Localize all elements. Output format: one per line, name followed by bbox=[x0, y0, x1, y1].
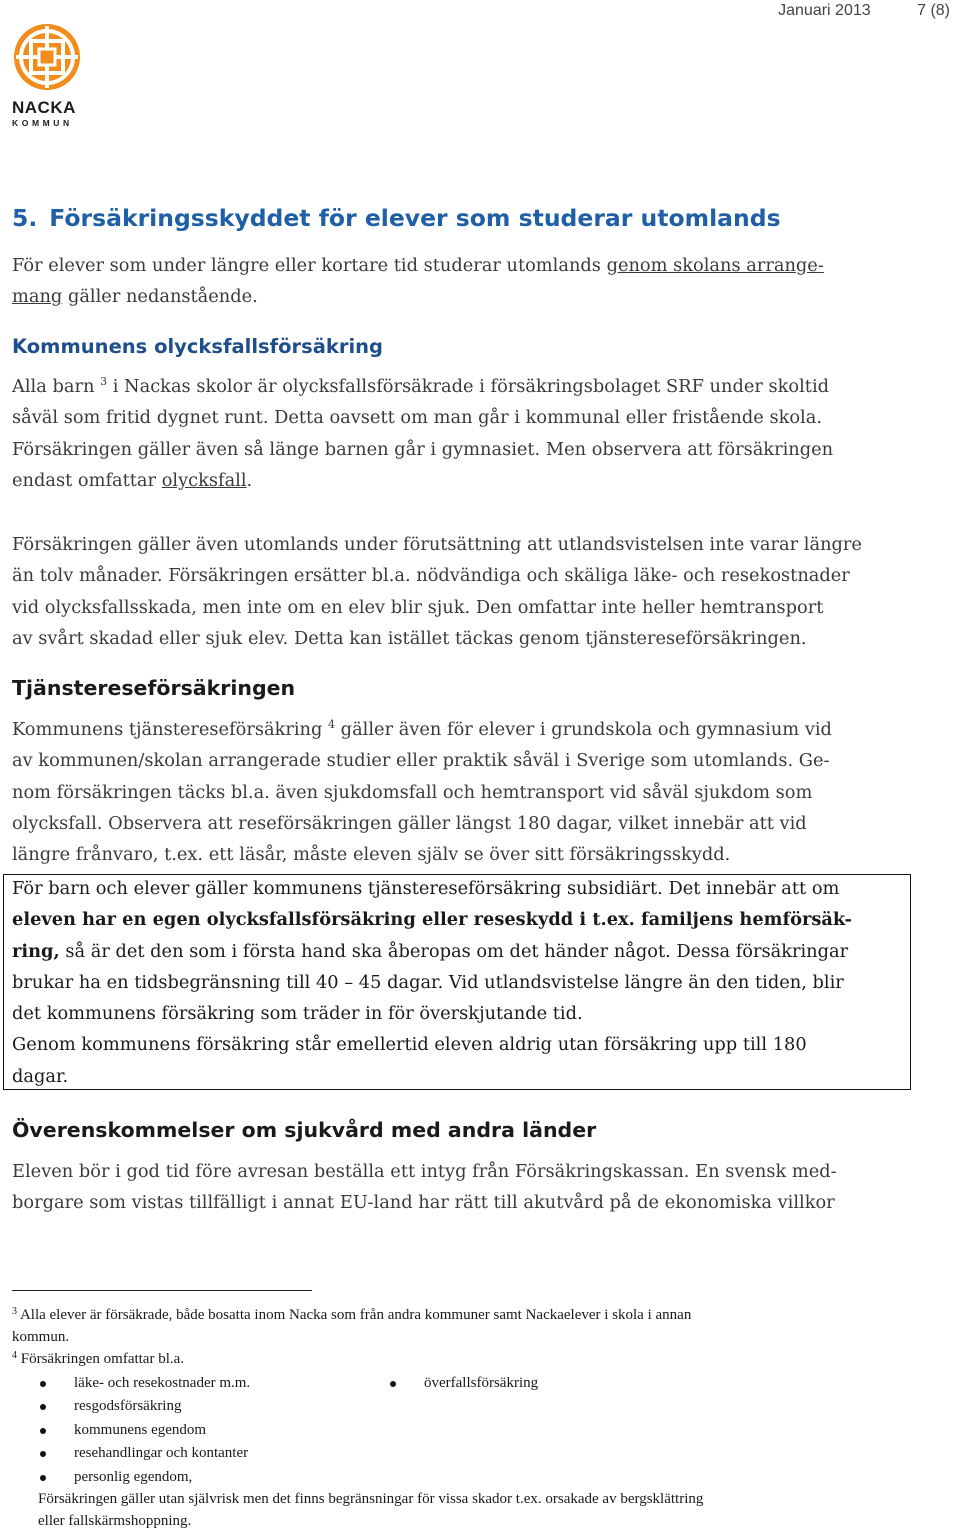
tjanste-line: av kommunen/skolan arrangerade studier eller praktik såväl i Sverige som utomlands. Ge- bbox=[12, 750, 830, 772]
footnote-ref-3: 3 bbox=[100, 375, 108, 388]
tjanste-line: olycksfall. Observera att reseförsäkringen gäller längst 180 dagar, vilket innebär att vid bbox=[12, 812, 807, 834]
intro-text-cont: gäller nedanstående. bbox=[62, 286, 258, 308]
list-item: överfallsförsäkring bbox=[390, 1372, 538, 1395]
footnote-3-text-cont: kommun. bbox=[12, 1329, 70, 1345]
sjukvard-heading: Överenskommelser om sjukvård med andra länder bbox=[12, 1118, 597, 1142]
tjanste-line: nom försäkringen täcks bl.a. även sjukdomsfall och hemtransport vid såväl sjukdom som bbox=[12, 781, 813, 803]
olycksfall-text: Alla barn bbox=[12, 376, 101, 397]
list-item: läke- och resekostnader m.m. bbox=[40, 1372, 250, 1395]
list-item: personlig egendom, bbox=[40, 1466, 250, 1489]
footnote-ref-4: 4 bbox=[328, 718, 336, 731]
intro-underlined-cont: mang bbox=[12, 286, 63, 308]
olycksfall-text: . bbox=[246, 469, 253, 491]
olycksfall-line: Försäkringen gäller även så länge barnen går i gymnasiet. Men observera att försäkringen bbox=[12, 438, 834, 460]
olycksfall-text: endast omfattar bbox=[12, 469, 162, 491]
footnote-3 bbox=[12, 1304, 912, 1348]
closing-line: Försäkringen gäller utan självrisk men det finns begränsningar för vissa skador t.ex. orsakade av bergsklättring bbox=[38, 1491, 704, 1507]
footnote-3-mark: 3 bbox=[12, 1306, 17, 1317]
footnote-3-text: Alla elever är försäkrade, både bosatta inom Nacka som från andra kommuner samt Nackaelever i skola i annan bbox=[19, 1307, 692, 1323]
tjanste-text: Kommunens tjänstereseförsäkring bbox=[12, 719, 329, 740]
utomlands-line: Försäkringen gäller även utomlands under förutsättning att utlandsvistelsen inte varar längre bbox=[12, 534, 862, 555]
logo-name: NACKA bbox=[12, 98, 76, 117]
footnote-4 bbox=[12, 1348, 912, 1370]
logo-sub: KOMMUN bbox=[12, 118, 73, 128]
box-line: dagar. bbox=[12, 1065, 69, 1087]
footnote-divider bbox=[12, 1290, 312, 1291]
list-item: resehandlingar och kontanter bbox=[40, 1442, 250, 1465]
tjanste-paragraph bbox=[12, 714, 912, 870]
olycksfall-heading: Kommunens olycksfallsförsäkring bbox=[12, 335, 383, 358]
box-line: det kommunens försäkring som träder in för överskjutande tid. bbox=[12, 1003, 583, 1025]
sjukvard-paragraph bbox=[12, 1156, 912, 1219]
box-line: Genom kommunens försäkring står emellertid eleven aldrig utan försäkring upp till 180 bbox=[12, 1034, 807, 1056]
footnote-4-closing bbox=[38, 1488, 918, 1532]
section-title bbox=[12, 204, 781, 232]
olycksfall-line: såväl som fritid dygnet runt. Detta oavsett om man går i kommunal eller fristående skola. bbox=[12, 407, 822, 429]
coverage-list-left bbox=[40, 1372, 250, 1489]
box-line: brukar ha en tidsbegränsning till 40 – 45 dagar. Vid utlandsvistelse längre än den tiden, blir bbox=[12, 971, 844, 993]
coverage-list-right bbox=[390, 1372, 538, 1395]
sjukvard-line: Eleven bör i god tid före avresan beställa ett intyg från Försäkringskassan. En svensk med- bbox=[12, 1161, 837, 1182]
tjanste-heading: Tjänstereseförsäkringen bbox=[12, 676, 296, 700]
page-header bbox=[778, 2, 950, 20]
section-title-text: Försäkringsskyddet för elever som studerar utomlands bbox=[49, 204, 781, 232]
list-item: resgodsförsäkring bbox=[40, 1395, 250, 1418]
header-date: Januari 2013 bbox=[778, 2, 871, 19]
intro-paragraph bbox=[12, 250, 912, 313]
list-item: kommunens egendom bbox=[40, 1419, 250, 1442]
box-line: För barn och elever gäller kommunens tjänstereseförsäkring subsidiärt. Det innebär att om bbox=[12, 878, 840, 899]
section-number: 5. bbox=[12, 204, 38, 232]
utomlands-paragraph bbox=[12, 529, 912, 654]
olycksfall-text: i Nackas skolor är olycksfallsförsäkrade i försäkringsbolaget SRF under skoltid bbox=[107, 376, 830, 397]
footnote-4-mark: 4 bbox=[12, 1350, 17, 1361]
utomlands-line: vid olycksfallsskada, men inte om en elev blir sjuk. Den omfattar inte heller hemtransport bbox=[12, 596, 824, 618]
box-line-bold: eleven har en egen olycksfallsförsäkring eller reseskydd i t.ex. familjens hemförsäk- bbox=[12, 909, 852, 931]
utomlands-line: än tolv månader. Försäkringen ersätter bl.a. nödvändiga och skäliga läke- och resekostnader bbox=[12, 565, 850, 587]
closing-line: eller fallskärmshoppning. bbox=[38, 1513, 192, 1529]
footnote-4-text: Försäkringen omfattar bl.a. bbox=[20, 1351, 185, 1367]
olycksfall-paragraph bbox=[12, 371, 912, 496]
utomlands-line: av svårt skadad eller sjuk elev. Detta kan istället täckas genom tjänstereseförsäkringen. bbox=[12, 627, 807, 649]
nacka-emblem-icon bbox=[12, 22, 82, 92]
intro-text: För elever som under längre eller kortare tid studerar utomlands bbox=[12, 255, 607, 276]
nacka-logo bbox=[12, 22, 92, 128]
box-text-bold: ring, bbox=[12, 940, 60, 962]
subsidiary-note-text bbox=[12, 873, 912, 1092]
intro-underlined: genom skolans arrange- bbox=[606, 255, 824, 276]
tjanste-line: längre frånvaro, t.ex. ett läsår, måste eleven själv se över sitt försäkringsskydd. bbox=[12, 844, 731, 866]
olycksfall-underlined: olycksfall bbox=[161, 469, 247, 491]
box-text: så är det den som i första hand ska åberopas om det händer något. Dessa försäkringar bbox=[59, 940, 849, 962]
tjanste-text: gäller även för elever i grundskola och gymnasium vid bbox=[335, 719, 832, 740]
sjukvard-line: borgare som vistas tillfälligt i annat EU-land har rätt till akutvård på de ekonomiska villkor bbox=[12, 1192, 835, 1214]
page-number: 7 (8) bbox=[917, 2, 950, 19]
